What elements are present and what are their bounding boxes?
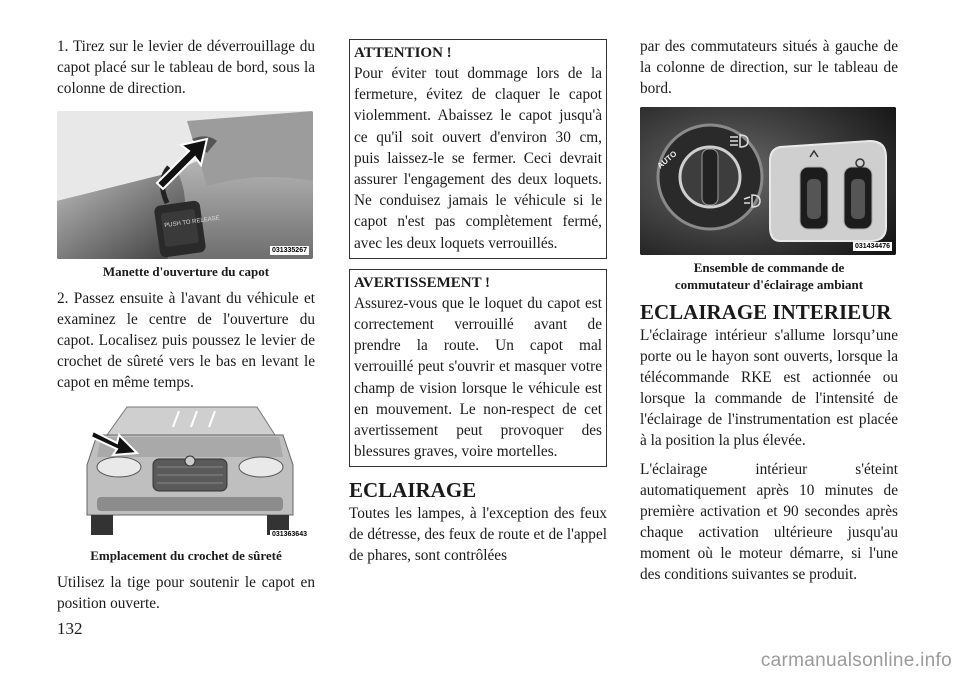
figure-caption: Emplacement du crochet de sûreté bbox=[90, 548, 282, 563]
safety-catch-photo bbox=[57, 405, 313, 543]
column-right bbox=[640, 36, 898, 585]
column-left bbox=[57, 36, 315, 614]
lever-label: PUSH TO RELEASE bbox=[164, 215, 221, 230]
figure-caption-line-2: commutateur d'éclairage ambiant bbox=[674, 277, 864, 292]
warning-text: Assurez-vous que le loquet du capot est correctement verrouillé avant de prendre la route. Un capot mal verrouillé peut s'ouvrir et masquer votre champ de vision lorsque le véhicule est en mouvement. Le non-respect de cet avertissement peut provoquer des blessures graves, voire mortelles. bbox=[354, 294, 602, 461]
headlamp-switch-illustration bbox=[640, 107, 896, 255]
step-2-paragraph: 2. Passez ensuite à l'avant du véhicule et examinez le centre de l'ouverture du capot. Localisez puis poussez le levier de crochet de sûreté vers le bas en levant le capot en même temps. bbox=[57, 290, 315, 391]
lighting-switch-photo bbox=[640, 107, 896, 255]
attention-box bbox=[349, 39, 607, 259]
step-1-paragraph: 1. Tirez sur le levier de déverrouillage du capot placé sur le tableau de bord, sous la colonne de direction. bbox=[57, 38, 315, 97]
warning-box bbox=[349, 269, 607, 468]
knob-label: AUTO bbox=[655, 149, 679, 171]
hood-release-lever-photo bbox=[57, 111, 313, 259]
figure-caption bbox=[640, 259, 898, 293]
minivan-front-illustration bbox=[57, 405, 313, 543]
warning-title: AVERTISSEMENT ! bbox=[354, 274, 491, 291]
interior-light-paragraph-1: L'éclairage intérieur s'allume lorsqu’une porte ou le hayon sont ouverts, lorsque la télécommande RKE est actionnée ou lorsque la commande de l'intensité de l'éclairage de l'instrumentation est placée à la position la plus élevée. bbox=[640, 327, 898, 449]
figure-code: 031335267 bbox=[271, 247, 307, 254]
lighting-paragraph: Toutes les lampes, à l'exception des feux de détresse, des feux de route et de l'appel de phares, sont contrôlées bbox=[349, 505, 607, 565]
attention-title: ATTENTION ! bbox=[354, 45, 452, 61]
support-rod-paragraph: Utilisez la tige pour soutenir le capot en position ouverte. bbox=[57, 574, 315, 612]
page-number: 132 bbox=[57, 619, 83, 638]
column-middle bbox=[349, 39, 607, 566]
figure-code: 031434476 bbox=[854, 243, 890, 250]
section-heading: ECLAIRAGE INTERIEUR bbox=[640, 300, 892, 324]
figure-code: 031363643 bbox=[271, 531, 307, 538]
section-heading: ECLAIRAGE bbox=[349, 478, 477, 503]
figure-caption-line-1: Ensemble de commande de bbox=[693, 260, 845, 275]
switches-paragraph: par des commutateurs situés à gauche de la colonne de direction, sur le tableau de bord. bbox=[640, 38, 898, 97]
hood-release-lever-illustration bbox=[57, 111, 313, 259]
interior-light-paragraph-2: L'éclairage intérieur s'éteint automatiquement après 10 minutes de première activation et 90 secondes après chaque activation ultérieure jusqu'au moment où le moteur démarre, si l'une des conditions suivantes se produit. bbox=[640, 461, 898, 583]
attention-text: Pour éviter tout dommage lors de la fermeture, évitez de claquer le capot violemment. Abaissez le capot jusqu'à ce qu'il soit ouvert d'environ 30 cm, puis laissez-le se fermer. Ceci devrait assurer l'engagement des deux loquets. Ne conduisez jamais le véhicule si le capot n'est pas complètement fermé, avec les deux loquets verrouillés. bbox=[354, 65, 602, 252]
watermark: carmanualsonline.info bbox=[760, 650, 952, 671]
figure-caption: Manette d'ouverture du capot bbox=[102, 264, 270, 279]
